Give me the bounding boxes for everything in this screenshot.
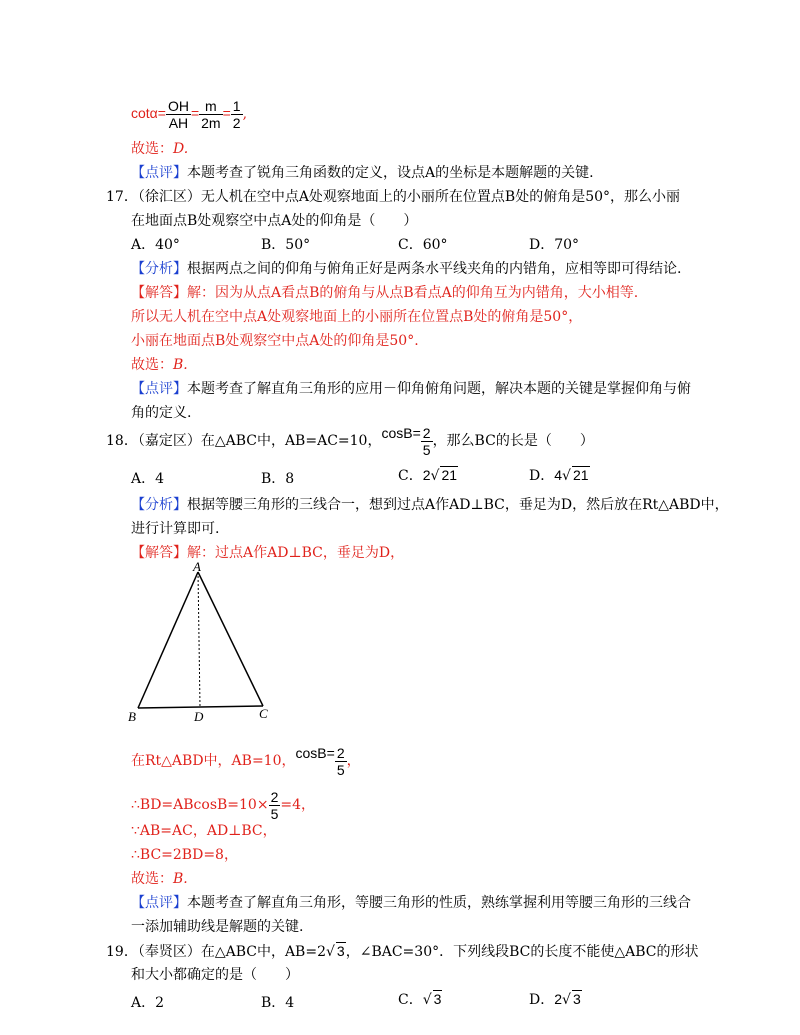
q17-option-c: C．60° <box>398 237 448 253</box>
q19-stem-line2: 和大小都确定的是（ ） <box>131 967 299 983</box>
fraction-m-2m: $\frac{m}{2m}$ <box>201 97 221 131</box>
p16-choose: 故选：D. <box>131 141 189 157</box>
q18-cos-fraction: $\frac{2}{5}$ <box>422 424 431 458</box>
q17-option-a: A．40° <box>131 237 180 253</box>
q19-option-a: A．2 <box>131 995 165 1011</box>
q17-solve1: 【解答】解：因为从点A看点B的俯角与从点B看点A的仰角互为内错角，大小相等. <box>131 285 639 301</box>
q18-step3: ∵AB=AC，AD⊥BC， <box>131 823 277 839</box>
q18-option-d: D．4√ 21 <box>529 467 589 484</box>
q17-solve3: 小丽在地面点B处观察空中点A处的仰角是50°. <box>131 333 419 349</box>
q17-stem-line1: 17．（徐汇区）无人机在空中点A处观察地面上的小丽所在位置点B处的俯角是50°，那么小丽 <box>106 189 681 205</box>
q17-option-b: B．50° <box>261 237 311 253</box>
q18-choose: 故选：B. <box>131 871 188 887</box>
q19-option-d: D．2√ 3 <box>529 991 581 1008</box>
q19-option-b: B．4 <box>261 995 295 1011</box>
q18-option-a: A．4 <box>131 471 165 487</box>
q18-analysis2: 进行计算即可. <box>131 521 220 537</box>
comment-tag: 【点评】 <box>131 165 187 181</box>
q18-step4: ∴BC=2BD=8， <box>131 847 238 863</box>
cot-formula: cotα= $\frac{OH}{AH}$ = $\frac{m}{2m}$ = $\frac{1}{2}$ , <box>131 97 248 131</box>
q18-option-b: B．8 <box>261 471 295 487</box>
q17-comment1: 【点评】本题考查了解直角三角形的应用－仰角俯角问题，解决本题的关键是掌握仰角与俯 <box>131 381 691 397</box>
q18-analysis1: 【分析】根据等腰三角形的三线合一，想到过点A作AD⊥BC，垂足为D，然后放在Rt△ABD中， <box>131 497 729 513</box>
q17-comment2: 角的定义. <box>131 405 192 421</box>
label-b: B <box>128 709 136 724</box>
side-ab <box>138 572 198 708</box>
q17-analysis: 【分析】根据两点之间的仰角与俯角正好是两条水平线夹角的内错角，应相等即可得结论. <box>131 261 682 277</box>
q17-option-d: D．70° <box>529 237 580 253</box>
q17-stem-line2: 在地面点B处观察空中点A处的仰角是（ ） <box>131 213 418 229</box>
q18-comment1: 【点评】本题考查了解直角三角形，等腰三角形的性质，熟练掌握利用等腰三角形的三线合 <box>131 895 691 911</box>
triangle-figure <box>120 560 280 730</box>
q18-solve1: 【解答】解：过点A作AD⊥BC，垂足为D， <box>131 545 405 561</box>
label-a: A <box>193 560 201 574</box>
q18-option-c: C．2√ 21 <box>398 467 458 484</box>
q18-step2: ∴BD=ABcosB=10× $\frac{2}{5}$ =4， <box>131 788 316 822</box>
q18-step1-fraction: $\frac{2}{5}$ <box>336 744 345 778</box>
q18-step1: 在Rt△ABD中，AB=10，cosB= $\frac{2}{5}$ ， <box>131 744 361 778</box>
label-d: D <box>194 709 204 724</box>
cot-lhs: cotα= <box>131 105 166 121</box>
q19-stem-line1: 19．（奉贤区）在△ABC中，AB=2√ 3，∠BAC=30°．下列线段BC的长度不能使△ABC的形状 <box>106 943 699 960</box>
q18-stem: 18．（嘉定区）在△ABC中，AB=AC=10，cosB= $\frac{2}{5}$ ，那么BC的长是（ ） <box>106 424 594 458</box>
q17-solve2: 所以无人机在空中点A处观察地面上的小丽所在位置点B处的俯角是50°， <box>131 309 583 325</box>
side-bc <box>138 706 263 708</box>
label-c: C <box>259 706 268 721</box>
side-ac <box>198 572 263 706</box>
altitude-ad <box>198 572 200 707</box>
fraction-oh-ah: $\frac{OH}{AH}$ <box>167 97 189 131</box>
fraction-1-2: $\frac{1}{2}$ <box>232 97 241 131</box>
p16-comment: 【点评】本题考查了锐角三角函数的定义，设点A的坐标是本题解题的关键. <box>131 165 594 181</box>
q18-step2-fraction: $\frac{2}{5}$ <box>270 788 279 822</box>
q19-option-c: C．√ 3 <box>398 991 442 1008</box>
q18-comment2: 一添加辅助线是解题的关键. <box>131 919 304 935</box>
q17-choose: 故选：B. <box>131 357 188 373</box>
